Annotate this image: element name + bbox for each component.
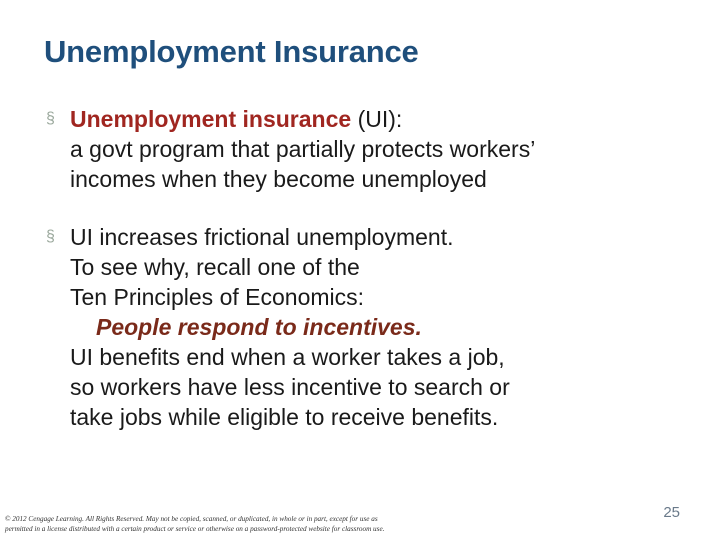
bullet-marker-icon: § [46,228,55,245]
bullet-line: incomes when they become unemployed [70,166,487,192]
bullet-line: so workers have less incentive to search or [70,374,510,400]
defined-term: Unemployment insurance [70,106,352,132]
slide-title: Unemployment Insurance [44,34,419,69]
copyright-footer [5,514,384,534]
bullet-line [70,104,690,134]
bullet-marker-icon: § [46,110,55,127]
bullet-line: take jobs while eligible to receive benefits. [70,404,499,430]
copyright-line: permitted in a license distributed with a certain product or service or otherwise on a password-protected website for classroom use. [5,525,385,533]
bullet-line: To see why, recall one of the [70,254,360,280]
bullet-line: UI increases frictional unemployment. [70,224,454,250]
bullet-line: UI benefits end when a worker takes a job, [70,344,505,370]
bullet-line: Ten Principles of Economics: [70,284,365,310]
bullet-frictional-unemployment [46,222,666,432]
page-number: 25 [663,504,680,521]
bullet-unemployment-insurance [46,104,666,194]
bullet-text [70,222,690,432]
term-suffix: (UI): [351,106,403,132]
bullet-text [70,104,690,194]
principle-emphasis: People respond to incentives. [96,314,422,340]
copyright-line: © 2012 Cengage Learning. All Rights Reserved. May not be copied, scanned, or duplicated, in whole or in part, except for use as [5,515,378,523]
bullet-line: a govt program that partially protects workers’ [70,136,536,162]
